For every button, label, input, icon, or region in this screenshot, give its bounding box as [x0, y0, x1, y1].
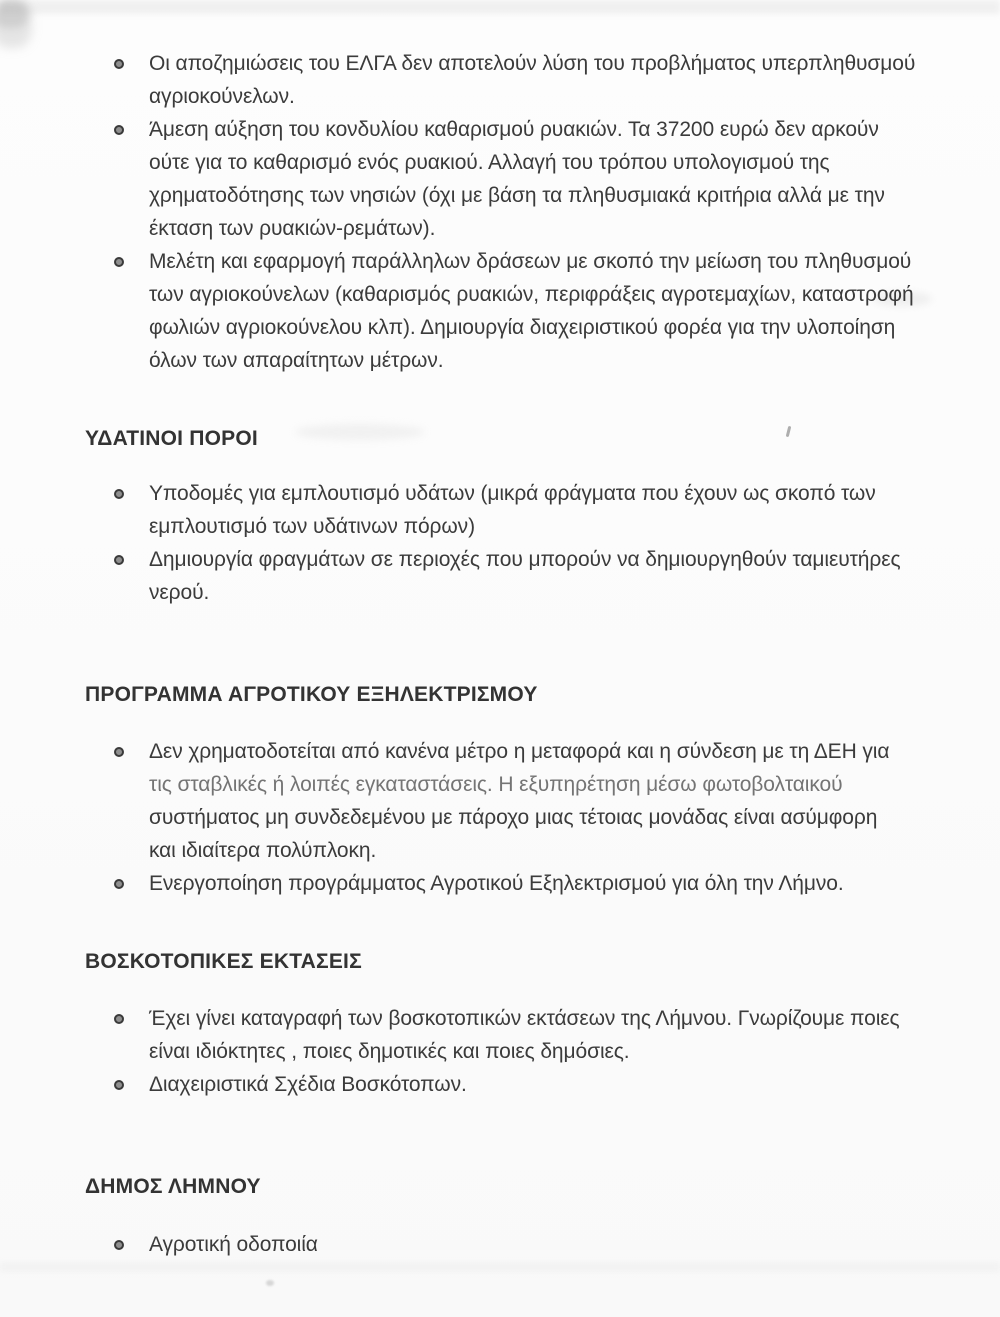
bullet-text-line: Δεν χρηματοδοτείται από κανένα μέτρο η μεταφορά και η σύνδεση με τη ΔΕΗ για — [149, 740, 890, 763]
list-item — [85, 735, 925, 867]
section-rural-electrification — [85, 680, 925, 710]
bullet-icon — [114, 489, 124, 499]
section-heading: ΒΟΣΚΟΤΟΠΙΚΕΣ ΕΚΤΑΣΕΙΣ — [85, 950, 362, 973]
list-item — [85, 47, 925, 113]
list-item — [85, 1228, 925, 1261]
bullet-text-line: αγριοκούνελων. — [149, 85, 295, 108]
section-municipality-limnos — [85, 1172, 925, 1202]
bullet-icon — [114, 1014, 124, 1024]
list-item — [85, 245, 925, 377]
bullet-icon — [114, 59, 124, 69]
bullet-list — [85, 735, 925, 900]
bullet-text-line: συστήματος μη συνδεδεμένου με πάροχο μιας τέτοιας μονάδας είναι ασύμφορη — [149, 806, 878, 829]
bullet-icon — [114, 1240, 124, 1250]
scan-artifact — [0, 0, 28, 28]
bullet-list — [85, 1002, 925, 1101]
section-grazing-lands — [85, 947, 925, 977]
bullet-text-line: Έχει γίνει καταγραφή των βοσκοτοπικών εκτάσεων της Λήμνου. Γνωρίζουμε ποιες — [149, 1007, 900, 1030]
bullet-text-line: Αγροτική οδοποιία — [149, 1233, 318, 1256]
bullet-text-line: νερού. — [149, 581, 210, 604]
bullet-icon — [114, 1080, 124, 1090]
scan-artifact — [0, 0, 32, 48]
section-heading: ΥΔΑΤΙΝΟΙ ΠΟΡΟΙ — [85, 427, 258, 450]
list-item — [85, 1068, 925, 1101]
bullet-text-line: Υποδομές για εμπλουτισμό υδάτων (μικρά φράγματα που έχουν ως σκοπό των — [149, 482, 876, 505]
bullet-list — [85, 1228, 925, 1261]
section-rural-electrification-bullets — [85, 735, 925, 900]
bullet-list — [85, 477, 925, 609]
section-heading: ΔΗΜΟΣ ΛΗΜΝΟΥ — [85, 1175, 261, 1198]
bullet-text-line: χρηματοδότησης των νησιών (όχι με βάση τα πληθυσμιακά κριτήρια αλλά με την — [149, 184, 885, 207]
bullet-text-line: Άμεση αύξηση του κονδυλίου καθαρισμού ρυακιών. Τα 37200 ευρώ δεν αρκούν — [149, 118, 879, 141]
section-municipality-limnos-bullets — [85, 1228, 925, 1261]
section-intro-bullets — [85, 47, 925, 377]
section-heading: ΠΡΟΓΡΑΜΜΑ ΑΓΡΟΤΙΚΟΥ ΕΞΗΛΕΚΤΡΙΣΜΟΥ — [85, 683, 538, 706]
bullet-text-line: έκταση των ρυακιών-ρεμάτων). — [149, 217, 436, 240]
list-item — [85, 867, 925, 900]
bullet-text-line: Διαχειριστικά Σχέδια Βοσκότοπων. — [149, 1073, 467, 1096]
list-item — [85, 477, 925, 543]
section-grazing-lands-bullets — [85, 1002, 925, 1101]
list-item — [85, 113, 925, 245]
bullet-icon — [114, 747, 124, 757]
bullet-text-line: είναι ιδιόκτητες , ποιες δημοτικές και ποιες δημόσιες. — [149, 1040, 630, 1063]
bullet-text-line: και ιδιαίτερα πολύπλοκη. — [149, 839, 377, 862]
bullet-list — [85, 47, 925, 377]
bullet-text-line: Δημιουργία φραγμάτων σε περιοχές που μπορούν να δημιουργηθούν ταμιευτήρες — [149, 548, 901, 571]
list-item — [85, 1002, 925, 1068]
section-water-resources-bullets — [85, 477, 925, 609]
section-water-resources — [85, 424, 925, 454]
scan-artifact — [0, 0, 1000, 14]
bullet-text-line: εμπλουτισμό των υδάτινων πόρων) — [149, 515, 475, 538]
bullet-text-line: Οι αποζημιώσεις του ΕΛΓΑ δεν αποτελούν λύση του προβλήματος υπερπληθυσμού — [149, 52, 916, 75]
bullet-icon — [114, 125, 124, 135]
bullet-text-line: τις σταβλικές ή λοιπές εγκαταστάσεις. Η εξυπηρέτηση μέσω φωτοβολταικού — [149, 773, 843, 796]
scan-artifact — [0, 1262, 1000, 1272]
bullet-icon — [114, 555, 124, 565]
bullet-text-line: ούτε για το καθαρισμό ενός ρυακιού. Αλλαγή του τρόπου υπολογισμού της — [149, 151, 830, 174]
list-item — [85, 543, 925, 609]
bullet-text-line: φωλιών αγριοκούνελου κλπ). Δημιουργία διαχειριστικού φορέα για την υλοποίηση — [149, 316, 896, 339]
bullet-text-line: όλων των απαραίτητων μέτρων. — [149, 349, 444, 372]
bullet-icon — [114, 257, 124, 267]
bullet-icon — [114, 879, 124, 889]
scan-artifact — [266, 1280, 274, 1286]
bullet-text-line: Μελέτη και εφαρμογή παράλληλων δράσεων με σκοπό την μείωση του πληθυσμού — [149, 250, 912, 273]
bullet-text-line: των αγριοκούνελων (καθαρισμός ρυακιών, περιφράξεις αγροτεμαχίων, καταστροφή — [149, 283, 914, 306]
bullet-text-line: Ενεργοποίηση προγράμματος Αγροτικού Εξηλεκτρισμού για όλη την Λήμνο. — [149, 872, 844, 895]
